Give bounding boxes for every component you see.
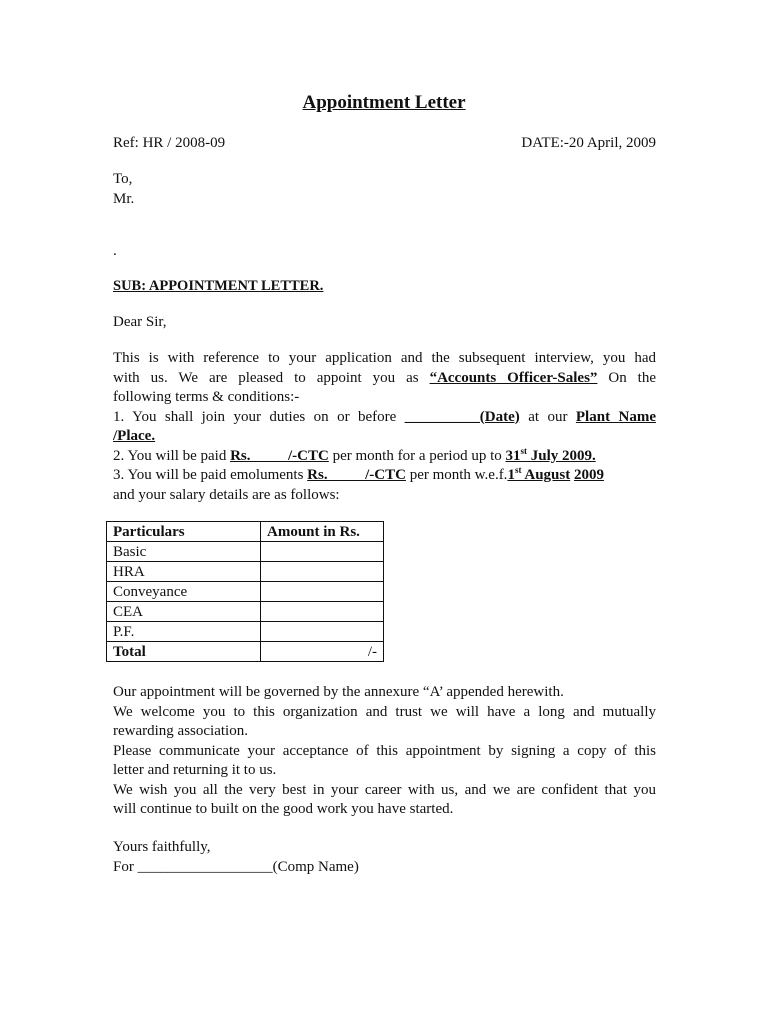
total-amount: /- [261, 642, 384, 662]
closing-line: We wish you all the very best in your career with us, and we are confident that you [113, 781, 656, 798]
letter-date: DATE:-20 April, 2009 [521, 135, 656, 151]
body-text: at our [519, 408, 576, 425]
particular-cell: CEA [107, 602, 261, 622]
subject-line: SUB: APPOINTMENT LETTER. [113, 278, 324, 294]
particular-cell: P.F. [107, 622, 261, 642]
amount-cell [261, 562, 384, 582]
term-3 [113, 466, 656, 486]
body-text: 3. You will be paid emoluments [113, 467, 308, 483]
body-text: per month w.e.f. [405, 467, 508, 483]
table-row [107, 582, 384, 602]
amount-cell [261, 602, 384, 622]
column-header: Amount in Rs. [261, 522, 384, 542]
body-line [113, 369, 656, 389]
emolument-amount: Rs. /-CTC [307, 467, 406, 483]
table-row [107, 542, 384, 562]
to-line: To, [113, 171, 133, 187]
reference-number: Ref: HR / 2008-09 [113, 135, 226, 151]
body-line: This is with reference to your application and the subsequent interview, you had [113, 350, 656, 366]
closing-line: Our appointment will be governed by the annexure “A’ appended herewith. [113, 684, 564, 700]
valediction: Yours faithfully, [113, 839, 211, 855]
amount-cell [261, 582, 384, 602]
term-1 [113, 408, 656, 428]
effective-date: 1st August [507, 465, 571, 483]
recipient-block [113, 170, 134, 209]
designation: “Accounts Officer-Sales” [429, 369, 598, 386]
reference-row [113, 134, 656, 154]
column-header: Particulars [107, 522, 261, 542]
body-line: following terms & conditions:- [113, 389, 300, 405]
body-text: with us. We are pleased to appoint you as [113, 369, 430, 386]
closing-line: We welcome you to this organization and trust we will have a long and mutually [113, 703, 656, 720]
plant-name: Plant Name [575, 408, 656, 425]
body-text: On the [597, 369, 656, 386]
salutation: Dear Sir, [113, 314, 167, 330]
closing-line: Please communicate your acceptance of this appointment by signing a copy of this [113, 742, 656, 759]
closing-line: letter and returning it to us. [113, 762, 277, 778]
particular-cell: Conveyance [107, 582, 261, 602]
salary-table [106, 521, 384, 662]
table-row [107, 622, 384, 642]
amount-cell [261, 542, 384, 562]
recipient-name: Mr. [113, 190, 135, 207]
table-row [107, 562, 384, 582]
plant-place: /Place. [113, 428, 156, 444]
closing-paragraph [113, 683, 656, 820]
body-text: 2. You will be paid [113, 447, 231, 464]
effective-year: 2009 [573, 467, 604, 483]
ctc-amount: Rs. /-CTC [230, 447, 329, 464]
page-title: Appointment Letter [302, 92, 466, 113]
address-placeholder: . [113, 243, 117, 259]
table-total-row [107, 642, 384, 662]
closing-line: will continue to built on the good work you have started. [113, 801, 454, 817]
closing-line: rewarding association. [113, 723, 248, 739]
term-2 [113, 447, 656, 467]
signature-block [113, 838, 359, 877]
terms-paragraph [113, 349, 656, 505]
period-end-date: 31st July 2009. [505, 445, 596, 464]
company-line: For __________________(Comp Name) [113, 858, 359, 875]
amount-cell [261, 622, 384, 642]
table-row [107, 602, 384, 622]
body-text: 1. You shall join your duties on or before [113, 408, 405, 425]
term-1-cont [113, 427, 656, 447]
table-header-row [107, 522, 384, 542]
body-text: per month for a period up to [328, 447, 506, 464]
body-line: and your salary details are as follows: [113, 486, 340, 503]
joining-date: __________(Date) [404, 408, 520, 425]
total-label: Total [107, 642, 261, 662]
particular-cell: HRA [107, 562, 261, 582]
particular-cell: Basic [107, 542, 261, 562]
